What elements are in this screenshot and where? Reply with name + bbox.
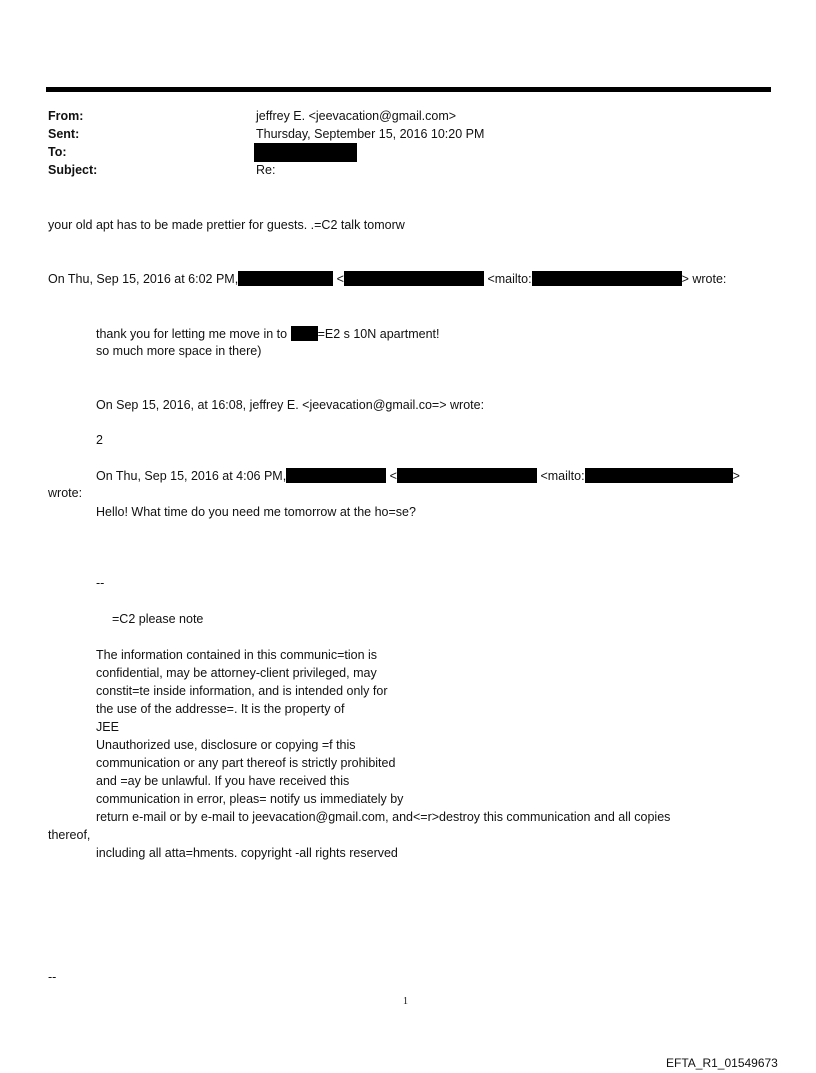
quote2-intro: On Sep 15, 2016, at 16:08, jeffrey E. <jeevacation@gmail.co=> wrote: [96, 398, 485, 412]
disclaimer-line: Unauthorized use, disclosure or copying =f this [96, 738, 356, 752]
quote1-intro-line [48, 271, 726, 286]
document-id: EFTA_R1_01549673 [666, 1056, 778, 1070]
disclaimer-line: The information contained in this communic=tion is [96, 648, 378, 662]
lt-bracket-2: < [389, 469, 397, 483]
mailto-label: <mailto: [487, 272, 532, 286]
quote3-intro-line [96, 468, 740, 483]
sent-value: Thursday, September 15, 2016 10:20 PM [256, 127, 485, 141]
gt-bracket: > [732, 469, 740, 483]
redaction-mailto-2 [585, 468, 733, 483]
disclaimer-line: confidential, may be attorney-client privileged, may [96, 666, 377, 680]
quote1-line2: so much more space in there) [96, 344, 262, 358]
quote1-text-after: =E2 s 10N apartment! [317, 327, 440, 341]
please-note: =C2 please note [112, 612, 204, 626]
wrote-label: > wrote: [681, 272, 727, 286]
subject-value: Re: [256, 163, 276, 177]
quote2-body: 2 [96, 433, 103, 447]
quote1-line1 [96, 326, 440, 341]
mailto-label-2: <mailto: [540, 469, 585, 483]
redaction-name [238, 271, 333, 286]
disclaimer-line: communication or any part thereof is strictly prohibited [96, 756, 396, 770]
disclaimer-line: JEE [96, 720, 119, 734]
disclaimer-line: thereof, [48, 828, 91, 842]
to-label: To: [48, 145, 67, 159]
redaction-email-2 [397, 468, 537, 483]
disclaimer-line: return e-mail or by e-mail to jeevacation@gmail.com, and<=r>destroy this communication and all copies [96, 810, 671, 824]
sent-label: Sent: [48, 127, 80, 141]
disclaimer-line: including all atta=hments. copyright -all rights reserved [96, 846, 398, 860]
header-rule [46, 87, 771, 92]
disclaimer-line: and =ay be unlawful. If you have received this [96, 774, 350, 788]
quote1-intro: On Thu, Sep 15, 2016 at 6:02 PM, [48, 272, 239, 286]
quote1-text-before: thank you for letting me move in to [96, 327, 288, 341]
to-redaction [254, 143, 357, 162]
quote3-wrote: wrote: [48, 486, 83, 500]
from-value: jeffrey E. <jeevacation@gmail.com> [256, 109, 457, 123]
subject-label: Subject: [48, 163, 98, 177]
redaction-email [344, 271, 484, 286]
redaction-name-2 [286, 468, 386, 483]
quote3-intro: On Thu, Sep 15, 2016 at 4:06 PM, [96, 469, 287, 483]
redaction-inline [291, 326, 318, 341]
signature-dashes: -- [96, 576, 105, 590]
page-number: 1 [403, 996, 408, 1007]
redaction-mailto [532, 271, 682, 286]
from-label: From: [48, 109, 84, 123]
lt-bracket: < [336, 272, 344, 286]
disclaimer-line: the use of the addresse=. It is the property of [96, 702, 345, 716]
disclaimer-line: communication in error, pleas= notify us immediately by [96, 792, 404, 806]
disclaimer-line: constit=te inside information, and is intended only for [96, 684, 388, 698]
quote3-body: Hello! What time do you need me tomorrow at the ho=se? [96, 505, 416, 519]
footer-dashes: -- [48, 970, 57, 984]
reply-text: your old apt has to be made prettier for guests. .=C2 talk tomorw [48, 218, 405, 232]
